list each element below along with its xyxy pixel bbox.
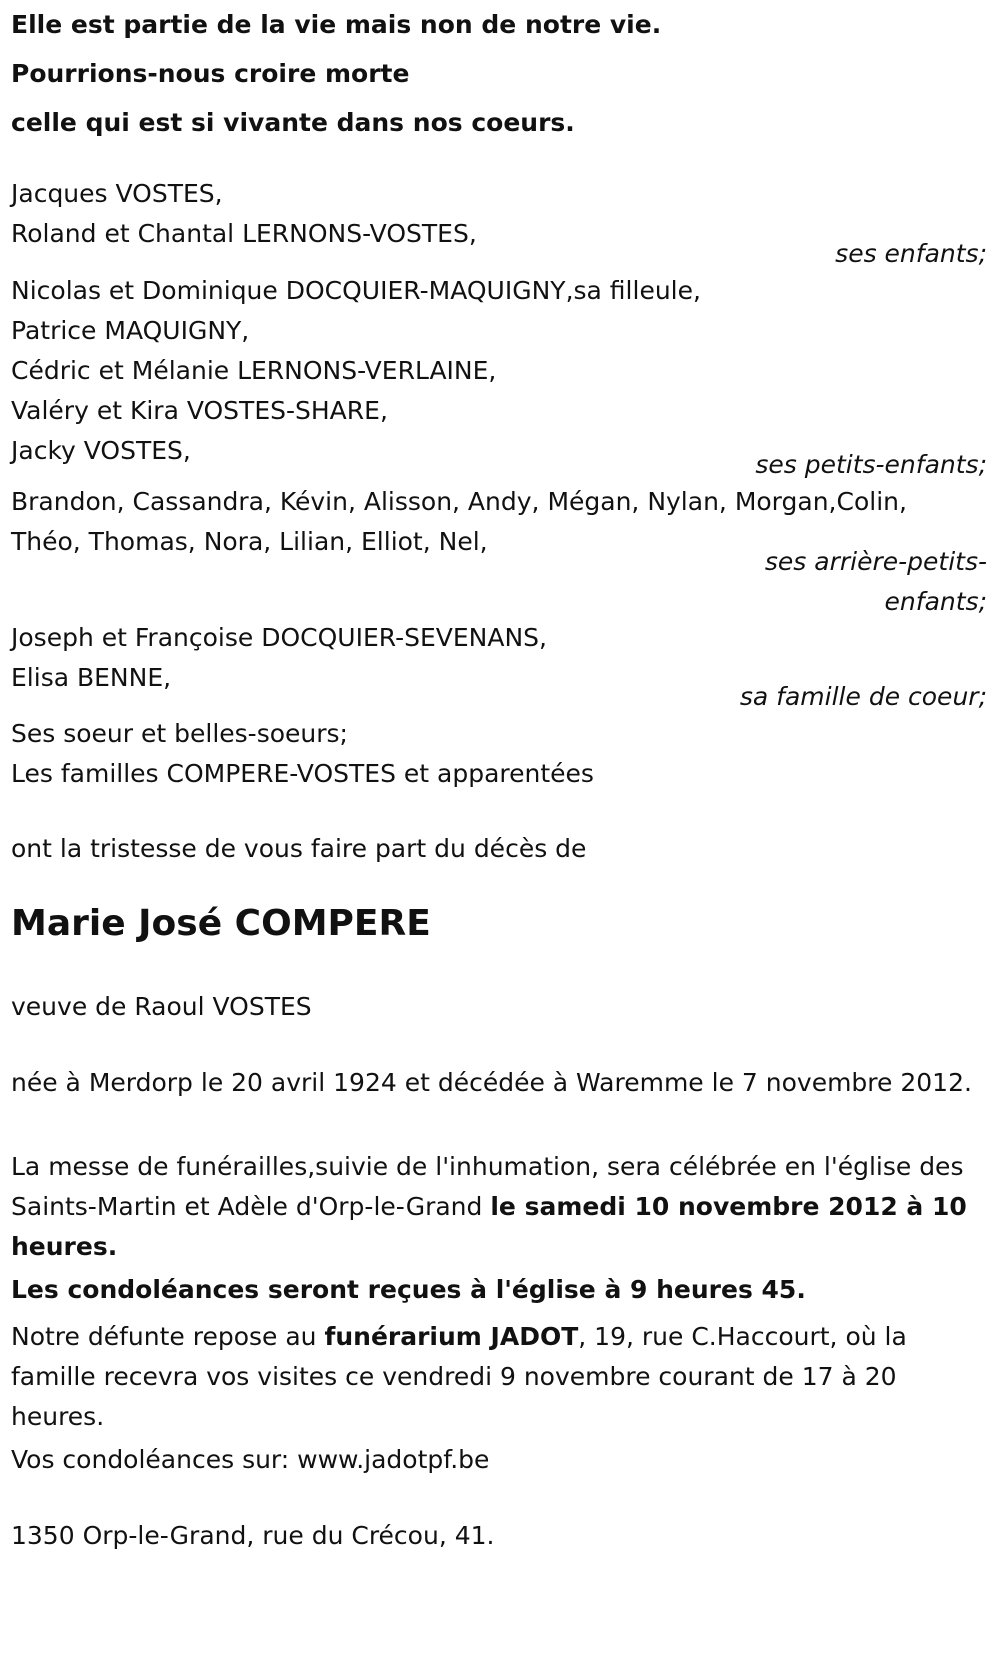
grandchildren-relation: ses petits-enfants; bbox=[755, 450, 987, 479]
mass-info bbox=[11, 1147, 987, 1267]
funeral-home-info bbox=[11, 1317, 987, 1437]
family-member: Joseph et Françoise DOCQUIER-SEVENANS, bbox=[11, 623, 547, 652]
epitaph-line: Pourrions-nous croire morte bbox=[11, 59, 410, 88]
family-member: Ses soeur et belles-soeurs; bbox=[11, 719, 348, 748]
family-member: Théo, Thomas, Nora, Lilian, Elliot, Nel, bbox=[11, 527, 488, 556]
family-member: Jacques VOSTES, bbox=[11, 179, 223, 208]
epitaph-line: Elle est partie de la vie mais non de notre vie. bbox=[11, 10, 662, 39]
family-member: Jacky VOSTES, bbox=[11, 436, 191, 465]
relation-line: ses arrière-petits- bbox=[764, 547, 987, 576]
address: 1350 Orp-le-Grand, rue du Crécou, 41. bbox=[11, 1521, 495, 1550]
funeral-home-suffix: , 19, rue C.Haccourt, où la famille recevra vos visites ce vendredi 9 novembre courant de 17 à 20 heures. bbox=[11, 1322, 907, 1431]
other-relatives bbox=[11, 714, 991, 794]
birth-death: née à Merdorp le 20 avril 1924 et décédée à Waremme le 7 novembre 2012. bbox=[11, 1068, 972, 1097]
family-member: Valéry et Kira VOSTES-SHARE, bbox=[11, 396, 388, 425]
heart-family-relation: sa famille de coeur; bbox=[739, 682, 987, 711]
family-member: Roland et Chantal LERNONS-VOSTES, bbox=[11, 219, 477, 248]
great-grandchildren-relation bbox=[765, 542, 987, 622]
mass-text: La messe de funérailles,suivie de l'inhumation, sera célébrée en l'église des Saints-Martin et Adèle d'Orp-le-Grand bbox=[11, 1152, 964, 1221]
condolences-church: Les condoléances seront reçues à l'église à 9 heures 45. bbox=[11, 1275, 806, 1304]
family-member: Les familles COMPERE-VOSTES et apparentées bbox=[11, 759, 594, 788]
mass-date: le samedi 10 novembre 2012 à 10 heures. bbox=[11, 1192, 967, 1261]
family-member: Cédric et Mélanie LERNONS-VERLAINE, bbox=[11, 356, 497, 385]
announcement: ont la tristesse de vous faire part du décès de bbox=[11, 834, 587, 863]
family-member: Nicolas et Dominique DOCQUIER-MAQUIGNY,sa filleule, bbox=[11, 276, 701, 305]
children-relation: ses enfants; bbox=[835, 239, 987, 268]
epitaph-line: celle qui est si vivante dans nos coeurs. bbox=[11, 108, 575, 137]
online-condolences: Vos condoléances sur: www.jadotpf.be bbox=[11, 1445, 490, 1474]
family-member: Elisa BENNE, bbox=[11, 663, 172, 692]
family-member: Patrice MAQUIGNY, bbox=[11, 316, 250, 345]
funeral-home-prefix: Notre défunte repose au bbox=[11, 1322, 325, 1351]
family-member: Brandon, Cassandra, Kévin, Alisson, Andy, Mégan, Nylan, Morgan,Colin, bbox=[11, 487, 907, 516]
deceased-name: Marie José COMPERE bbox=[11, 903, 431, 944]
relation-line: enfants; bbox=[884, 587, 987, 616]
widow-of: veuve de Raoul VOSTES bbox=[11, 992, 312, 1021]
funeral-home-name: funérarium JADOT bbox=[324, 1322, 579, 1351]
grandchildren-names bbox=[11, 271, 991, 471]
epitaph bbox=[11, 0, 991, 147]
